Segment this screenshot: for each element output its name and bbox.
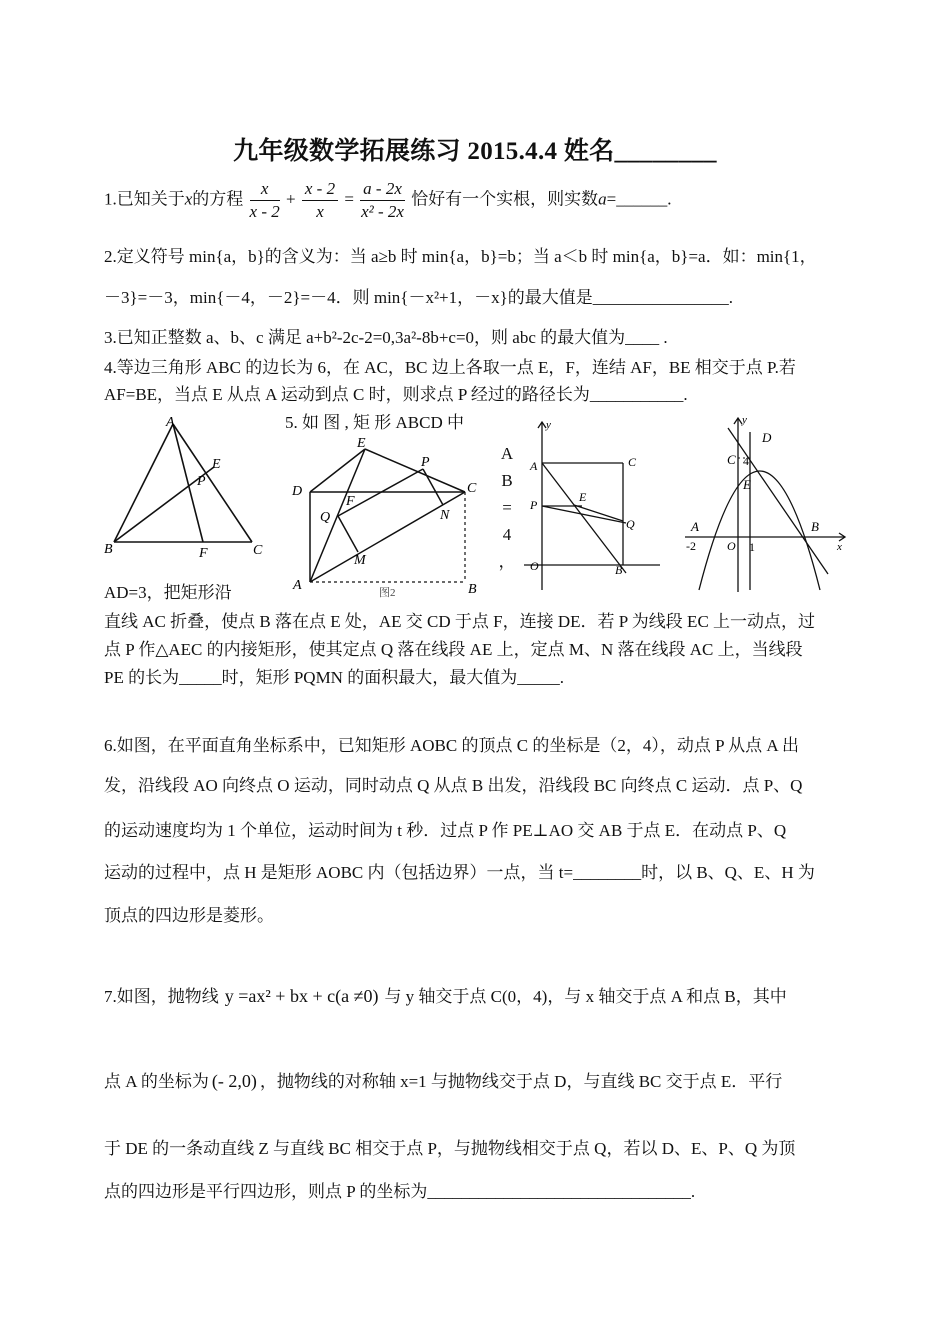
label-p: P: [421, 455, 430, 470]
question-6-line-4: 运动的过程中，点 H 是矩形 AOBC 内（包括边界）一点，当 t=________时，以 B、Q、E、H 为: [104, 863, 815, 882]
figure-coordinate-rectangle: [522, 418, 664, 593]
parabola-formula: y =ax² + bx + c(a ≠0): [224, 986, 379, 1006]
fraction-1: $\frac{x}{x - 2}$: [249, 179, 280, 221]
question-5-line-3: 点 P 作△AEC 的内接矩形，使其定点 Q 落在线段 AE 上，定点 M、N 落在线段 AC 上，当线段: [104, 640, 803, 659]
q1-a: a: [598, 189, 607, 209]
label-e: E: [357, 436, 366, 451]
q7-point-intro: 点 A 的坐标为: [104, 1072, 209, 1091]
question-5-head: 5. 如 图 , 矩 形 ABCD 中: [285, 413, 464, 432]
question-2-line-1: 2.定义符号 min{a，b}的含义为：当 a≥b 时 min{a，b}=b；当 a＜b 时 min{a，b}=a．如：min{1，: [104, 247, 817, 266]
label-f: F: [199, 546, 208, 561]
question-5-vertical: A B = 4 ，: [498, 444, 516, 571]
q1-suffix: 恰好有一个实根，则实数: [411, 189, 599, 209]
question-6-line-5: 顶点的四边形是菱形。: [104, 906, 274, 925]
question-7-line-1: [104, 985, 787, 1008]
figure-triangle: [100, 412, 275, 562]
question-6-line-2: 发，沿线段 AO 向终点 O 运动，同时动点 Q 从点 B 出发，沿线段 BC 向终点 C 运动．点 P、Q: [104, 776, 803, 795]
q7-intro: 7.如图，抛物线: [104, 987, 219, 1006]
question-1: [104, 178, 671, 223]
point-a-coordinates: (- 2,0): [211, 1071, 257, 1091]
q1-mid: 的方程: [192, 189, 244, 209]
label-neg2: -2: [686, 539, 696, 553]
label-n: N: [440, 508, 450, 523]
label-f: F: [346, 494, 355, 509]
label-a: A: [166, 415, 175, 430]
label-y: y: [742, 414, 747, 426]
label-a: A: [293, 578, 302, 593]
label-e: E: [579, 490, 587, 504]
figure-caption: 图2: [379, 587, 396, 599]
label-a: A: [530, 459, 538, 473]
label-e: E: [743, 477, 751, 492]
fraction-2: $\frac{x - 2}{x}$: [302, 178, 338, 223]
label-c: C: [467, 481, 477, 496]
question-6-line-3: 的运动速度均为 1 个单位，运动时间为 t 秒．过点 P 作 PE⊥AO 交 AB 于点 E．在动点 P、Q: [104, 821, 787, 840]
question-3: 3.已知正整数 a、b、c 满足 a+b²-2c-2=0,3a²-8b+c=0，则 abc 的最大值为____ .: [104, 328, 668, 347]
label-c: C: [253, 543, 263, 558]
label-o: O: [727, 539, 736, 553]
figure-parabola: [680, 414, 850, 594]
q1-eq: =: [344, 189, 354, 209]
question-5-line-4: PE 的长为_____时，矩形 PQMN 的面积最大，最大值为_____.: [104, 668, 564, 687]
question-5-line-1: AD=3，把矩形沿: [104, 583, 232, 602]
label-a: A: [691, 519, 699, 534]
label-p: P: [530, 498, 538, 512]
label-e: E: [212, 457, 221, 472]
question-7-line-3: 于 DE 的一条动直线 Z 与直线 BC 相交于点 P，与抛物线相交于点 Q，若以 D、E、P、Q 为顶: [104, 1139, 796, 1158]
question-7-line-4: 点的四边形是平行四边形，则点 P 的坐标为_______________________________.: [104, 1182, 696, 1201]
figure-folded-rectangle: [283, 432, 491, 600]
q1-var: x: [184, 189, 193, 209]
label-b: B: [468, 582, 477, 597]
label-q: Q: [320, 510, 331, 525]
label-b: B: [104, 542, 113, 557]
fraction-3: $\frac{a - 2x}{\text{x² - 2x}}$: [361, 179, 404, 221]
label-d: D: [762, 430, 772, 445]
question-4-line-2: AF=BE，当点 E 从点 A 运动到点 C 时，则求点 P 经过的路径长为___________.: [104, 385, 688, 404]
label-b: B: [811, 519, 819, 534]
label-c: C: [727, 452, 736, 467]
label-four: 4: [743, 454, 749, 468]
q1-blank: =______.: [606, 189, 672, 209]
q1-plus: +: [286, 189, 296, 209]
label-one: 1: [749, 540, 755, 554]
question-7-line-2: [104, 1070, 782, 1093]
label-p: P: [197, 474, 206, 489]
question-2-line-2: －3}=－3，min{－4，－2}=－4．则 min{－x²+1，－x}的最大值是________________.: [104, 288, 734, 307]
q7-point-tail: ，抛物线的对称轴 x=1 与抛物线交于点 D，与直线 BC 交于点 E．平行: [259, 1072, 783, 1091]
label-d: D: [292, 484, 303, 499]
q1-prefix: 1.已知关于: [104, 189, 185, 209]
label-x: x: [837, 541, 842, 553]
label-y: y: [546, 419, 551, 431]
label-c: C: [628, 455, 637, 469]
label-b: B: [615, 563, 623, 577]
label-m: M: [354, 553, 366, 568]
label-q: Q: [626, 517, 635, 531]
q7-intro-tail: 与 y 轴交于点 C(0，4)，与 x 轴交于点 A 和点 B，其中: [384, 987, 787, 1006]
page-title: 九年级数学拓展练习 2015.4.4 姓名________: [233, 138, 717, 165]
question-4-line-1: 4.等边三角形 ABC 的边长为 6，在 AC，BC 边上各取一点 E，F，连结 AF，BE 相交于点 P.若: [104, 358, 796, 377]
label-o: O: [530, 559, 539, 573]
question-6-line-1: 6.如图，在平面直角坐标系中，已知矩形 AOBC 的顶点 C 的坐标是（2，4），动点 P 从点 A 出: [104, 736, 799, 755]
question-5-line-2: 直线 AC 折叠，使点 B 落在点 E 处，AE 交 CD 于点 F，连接 DE．若 P 为线段 EC 上一动点，过: [104, 612, 816, 631]
